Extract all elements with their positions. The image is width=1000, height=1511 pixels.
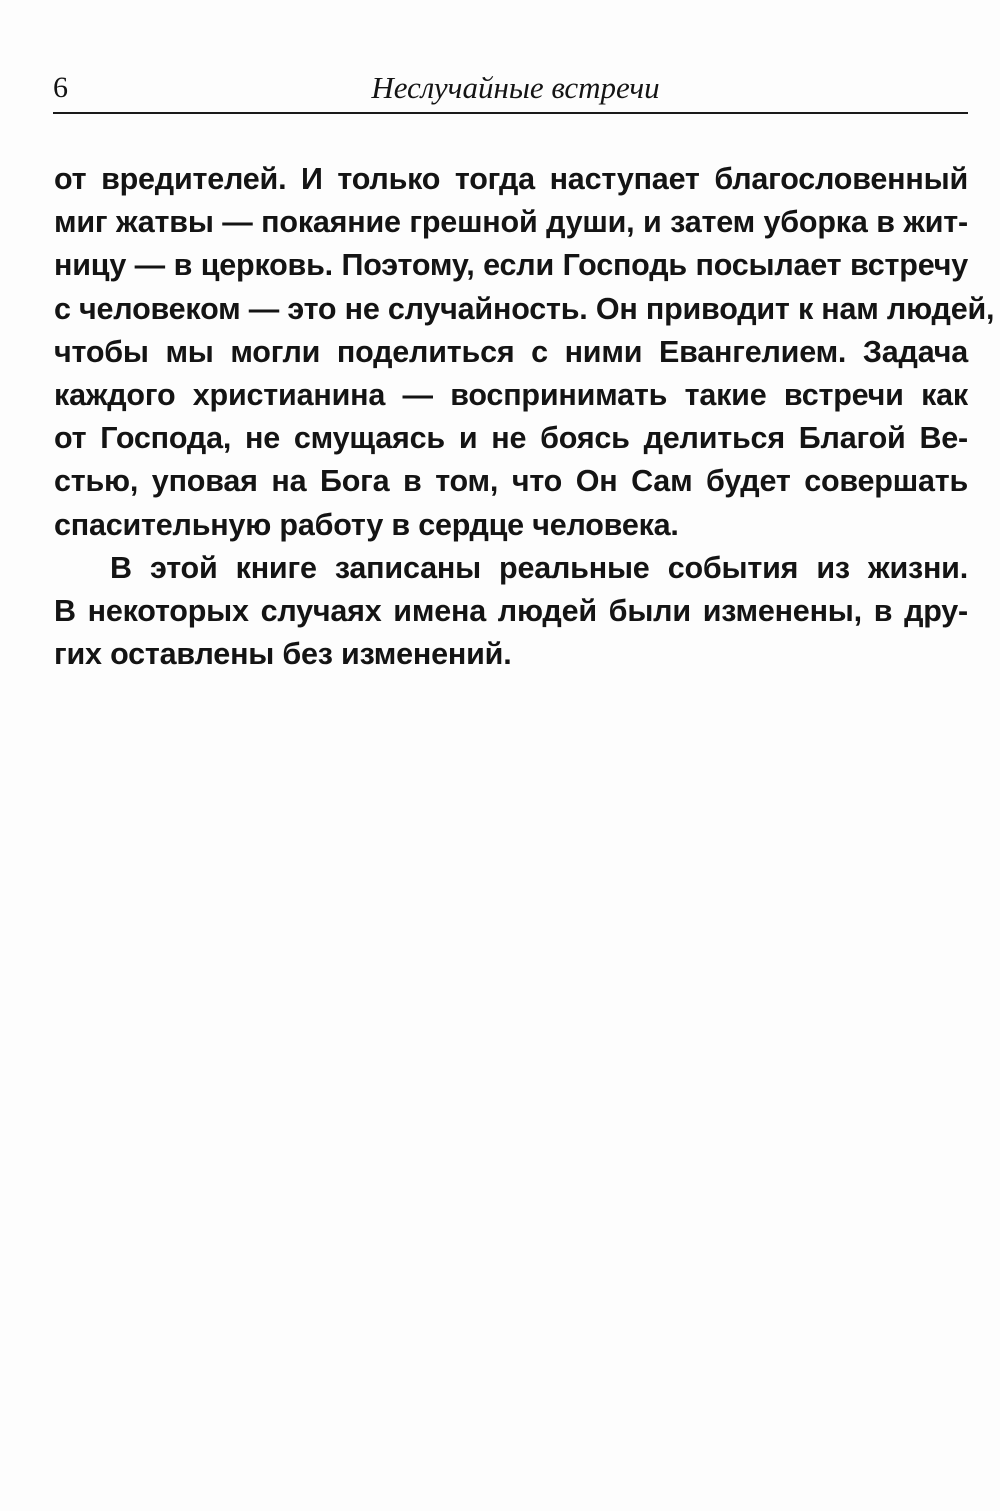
paragraph bbox=[54, 158, 995, 547]
page-number: 6 bbox=[53, 71, 68, 104]
text-line: каждого христианина — воспринимать такие встречи как bbox=[54, 377, 968, 412]
text-line: В некоторых случаях имена людей были изменены, в дру- bbox=[54, 593, 968, 628]
text-line: с человеком — это не случайность. Он приводит к нам людей, bbox=[54, 291, 995, 326]
text-line: от вредителей. И только тогда наступает благословенный bbox=[54, 162, 968, 196]
text-line: от Господа, не смущаясь и не боясь делиться Благой Ве- bbox=[54, 421, 968, 456]
text-line: стью, уповая на Бога в том, что Он Сам будет совершать bbox=[54, 464, 968, 499]
text-line: гих оставлены без изменений. bbox=[54, 637, 512, 672]
paragraph bbox=[54, 547, 968, 677]
text-line: чтобы мы могли поделиться с ними Евангелием. Задача bbox=[54, 334, 968, 369]
text-line: ницу — в церковь. Поэтому, если Господь посылает встречу bbox=[54, 248, 968, 283]
text-line: спасительную работу в сердце человека. bbox=[54, 507, 679, 542]
running-header bbox=[53, 64, 968, 114]
body-text bbox=[54, 158, 995, 676]
text-line: миг жатвы — покаяние грешной души, и затем уборка в жит- bbox=[54, 205, 968, 240]
running-title: Неслучайные встречи bbox=[371, 70, 660, 105]
text-line: В этой книге записаны реальные события из жизни. bbox=[110, 550, 968, 585]
